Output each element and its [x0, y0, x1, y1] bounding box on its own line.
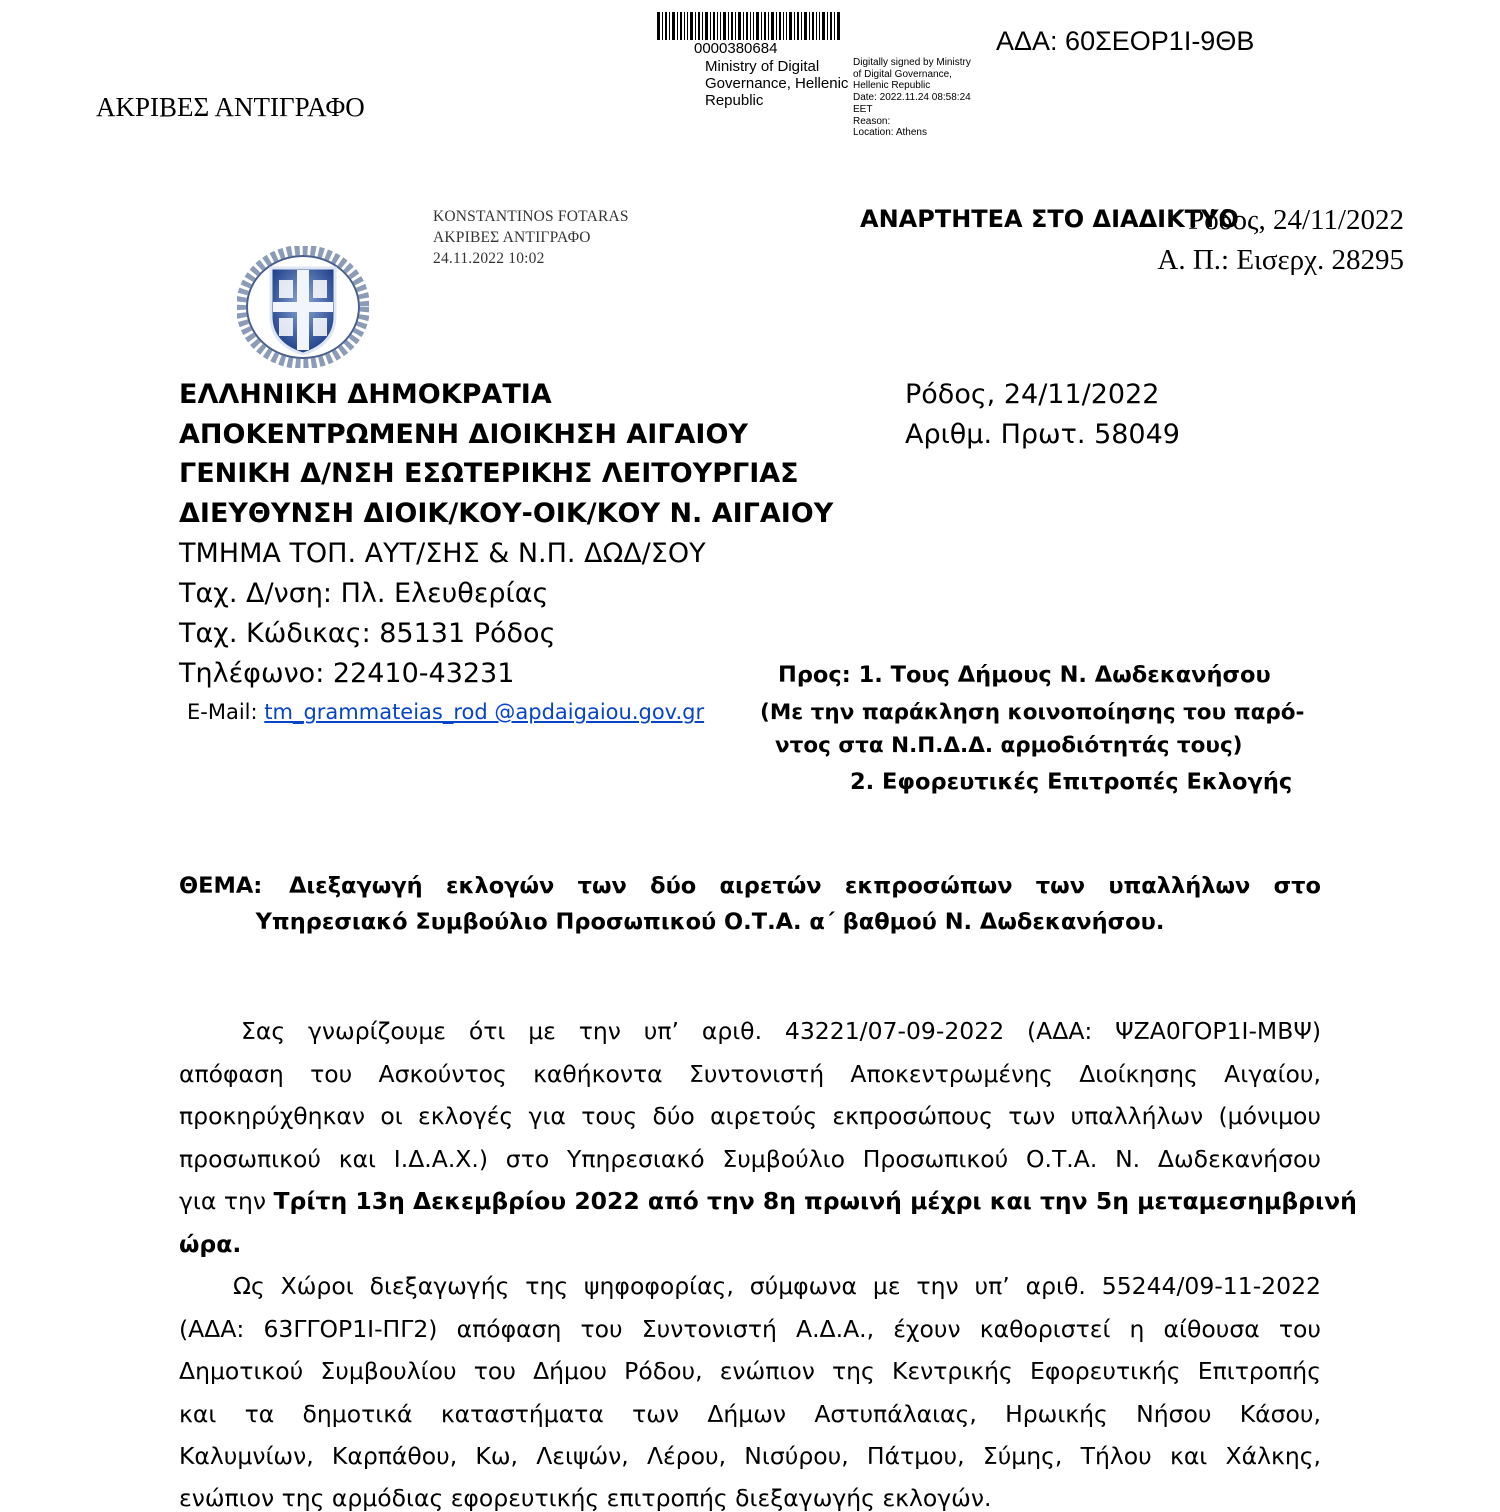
body-line: απόφαση του Ασκούντος καθήκοντα Συντονιστή Αποκεντρωμένης Διοίκησης Αιγαίου, — [179, 1060, 1321, 1088]
header-line: ΤΜΗΜΑ ΤΟΠ. ΑΥΤ/ΣΗΣ & Ν.Π. ΔΩΔ/ΣΟΥ — [179, 538, 706, 569]
barcode-number: 0000380684 — [694, 40, 778, 57]
subject-line: Διεξαγωγή εκλογών των δύο αιρετών εκπροσώπων των υπαλλήλων στο — [289, 873, 1321, 899]
publish-notice: ΑΝΑΡΤΗΤΕΑ ΣΤΟ ΔΙΑΔΙΚΤΥΟ — [860, 205, 1239, 233]
header-line: ΔΙΕΥΘΥΝΣΗ ΔΙΟΙΚ/ΚΟΥ-ΟΙΚ/ΚΟΥ Ν. ΑΙΓΑΙΟΥ — [179, 498, 834, 529]
body-line — [179, 1187, 1357, 1215]
body-line: προκηρύχθηκαν οι εκλογές για τους δύο αιρετούς εκπροσώπους των υπαλλήλων (μόνιμου — [179, 1102, 1321, 1130]
stamp-name: KONSTANTINOS FOTARAS — [433, 208, 629, 225]
body-line: Σας γνωρίζουμε ότι με την υπ’ αριθ. 43221/07-09-2022 (ΑΔΑ: ΨΖΑ0ΓΟΡ1Ι-ΜΒΨ) — [241, 1017, 1321, 1045]
signature-detail-line: Hellenic Republic — [853, 80, 931, 92]
signature-details — [853, 57, 1003, 139]
subject-label: ΘΕΜΑ: — [179, 873, 263, 899]
email-label: E-Mail: — [187, 700, 265, 724]
signature-detail-line: EET — [853, 103, 873, 115]
signature-detail-line: Digitally signed by Ministry — [853, 57, 971, 68]
recipient-note: (Με την παράκληση κοινοποίησης του παρό- — [760, 700, 1305, 725]
signature-detail-line: Reason: — [853, 115, 891, 127]
barcode — [657, 12, 841, 40]
recipient-1: Προς: 1. Τους Δήμους Ν. Δωδεκανήσου — [778, 662, 1271, 688]
copy-stamp — [433, 206, 733, 269]
recipient-2: 2. Εφορευτικές Επιτροπές Εκλογής — [850, 769, 1293, 795]
header-email-row — [187, 700, 704, 724]
exact-copy-label: ΑΚΡΙΒΕΣ ΑΝΤΙΓΡΑΦΟ — [96, 92, 365, 122]
body-line: και τα δημοτικά καταστήματα των Δήμων Αστυπάλαιας, Ηρωικής Νήσου Κάσου, — [179, 1400, 1321, 1428]
header-line: ΑΠΟΚΕΝΤΡΩΜΕΝΗ ΔΙΟΙΚΗΣΗ ΑΙΓΑΙΟΥ — [179, 419, 748, 450]
signature-ministry: Ministry of Digital Governance, Hellenic Republic — [705, 58, 849, 109]
body-text: για την — [179, 1187, 274, 1215]
greek-emblem-icon — [237, 246, 369, 368]
document-date: Ρόδος, 24/11/2022 — [905, 379, 1160, 410]
ada-code: ΑΔΑ: 60ΣΕΟΡ1Ι-9ΘΒ — [996, 26, 1255, 56]
header-line: ΕΛΛΗΝΙΚΗ ΔΗΜΟΚΡΑΤΙΑ — [179, 379, 552, 410]
signature-detail-line: Date: 2022.11.24 08:58:24 — [853, 92, 971, 104]
stamp-label: ΑΚΡΙΒΕΣ ΑΝΤΙΓΡΑΦΟ — [433, 229, 591, 246]
body-line: Ως Χώροι διεξαγωγής της ψηφοφορίας, σύμφωνα με την υπ’ αριθ. 55244/09-11-2022 — [233, 1272, 1321, 1300]
header-address: Ταχ. Δ/νση: Πλ. Ελευθερίας — [179, 578, 549, 609]
recipient-note: ντος στα Ν.Π.Δ.Δ. αρμοδιότητάς τους) — [775, 733, 1243, 758]
stamp-protocol: Α. Π.: Εισερχ. 28295 — [1157, 244, 1404, 276]
header-phone: Τηλέφωνο: 22410-43231 — [179, 658, 515, 689]
body-line: Δημοτικού Συμβουλίου του Δήμου Ρόδου, ενώπιον της Κεντρικής Εφορευτικής Επιτροπής — [179, 1357, 1321, 1385]
stamp-date: Ρόδος, 24/11/2022 — [1188, 204, 1404, 236]
stamp-datetime: 24.11.2022 10:02 — [433, 250, 545, 267]
protocol-number: Αριθμ. Πρωτ. 58049 — [905, 419, 1180, 450]
body-line: ενώπιον της αρμόδιας εφορευτικής επιτροπής διεξαγωγής εκλογών. — [179, 1484, 992, 1512]
signature-detail-line: of Digital Governance, — [853, 68, 952, 80]
header-line: ΓΕΝΙΚΗ Δ/ΝΣΗ ΕΣΩΤΕΡΙΚΗΣ ΛΕΙΤΟΥΡΓΙΑΣ — [179, 458, 799, 489]
body-line: Καλυμνίων, Καρπάθου, Κω, Λειψών, Λέρου, Νισύρου, Πάτμου, Σύμης, Τήλου και Χάλκης, — [179, 1442, 1321, 1470]
body-line: (ΑΔΑ: 63ΓΓΟΡ1Ι-ΠΓ2) απόφαση του Συντονιστή Α.Δ.Α., έχουν καθοριστεί η αίθουσα του — [179, 1315, 1321, 1343]
election-date-text: Τρίτη 13η Δεκεμβρίου 2022 από την 8η πρωινή μέχρι και την 5η μεταμεσημβρινή — [273, 1187, 1357, 1215]
subject-line: Υπηρεσιακό Συμβούλιο Προσωπικού Ο.Τ.Α. α΄ βαθμού Ν. Δωδεκανήσου. — [255, 909, 1165, 935]
signature-detail-line: Location: Athens — [853, 127, 927, 139]
body-line: προσωπικού και Ι.Δ.Α.Χ.) στο Υπηρεσιακό Συμβούλιο Προσωπικού Ο.Τ.Α. Ν. Δωδεκανήσου — [179, 1145, 1321, 1173]
body-line: ώρα. — [179, 1230, 242, 1258]
email-link[interactable]: tm_grammateias_rod @apdaigaiou.gov.gr — [264, 700, 705, 724]
header-postcode: Ταχ. Κώδικας: 85131 Ρόδος — [179, 618, 556, 649]
